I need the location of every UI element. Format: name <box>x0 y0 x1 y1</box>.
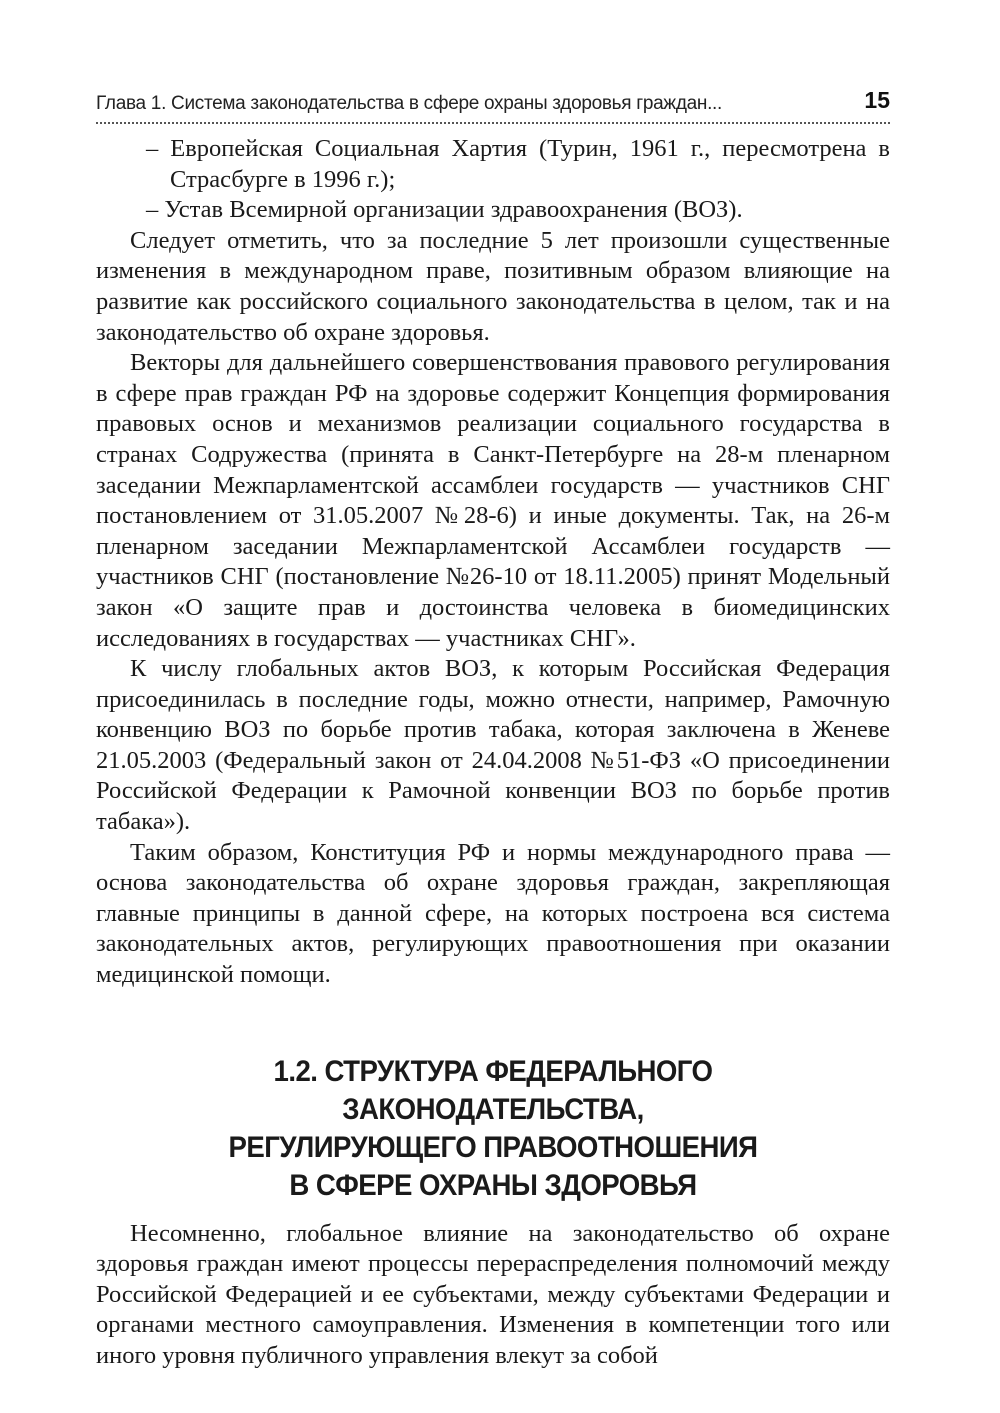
section-paragraph: Несомненно, глобальное влияние на законодательство об охране здоровья граждан имеют процессы перераспределения полномочий между Российской Федерацией и ее субъектами, между субъектами Федерации и органами местного самоуправления. Изменения в компетенции того или иного уровня публичного управления влекут за собой <box>96 1219 890 1369</box>
header-dotted-rule <box>96 122 890 124</box>
document-list <box>96 134 890 226</box>
paragraph: Векторы для дальнейшего совершенствования правового регулирования в сфере прав граждан РФ на здоровье содержит Концепция формирования правовых основ и механизмов реализации социального государства в странах Содружества (принята в Санкт-Петербурге на 28-м пленарном заседании Межпарламентской ассамблеи государств — участников СНГ постановлением от 31.05.2007 №28-6) и иные документы. Так, на 26-м пленарном заседании Межпарламентской Ассамблеи государств — участников СНГ (постановление №26-10 от 18.11.2005) принят Модельный закон «О защите прав и достоинства человека в биомедицинских исследованиях в государствах — участниках СНГ». <box>96 349 890 652</box>
paragraph: Таким образом, Конституция РФ и нормы международного права — основа законодательства об охране здоровья граждан, закрепляющая главные принципы в данной сфере, на которых построена вся система законодательных актов, регулирующих правоотношения при оказании медицинской помощи. <box>96 838 890 989</box>
page-body <box>96 134 890 1372</box>
section-heading-line: В СФЕРЕ ОХРАНЫ ЗДОРОВЬЯ <box>289 1168 697 1202</box>
running-header <box>96 80 890 120</box>
list-item: – Устав Всемирной организации здравоохранения (ВОЗ). <box>146 196 743 224</box>
paragraph: Следует отметить, что за последние 5 лет произошли существенные изменения в международном праве, позитивным образом влияющие на развитие как российского социального законодательства в целом, так и на законодательство об охране здоровья. <box>96 226 890 346</box>
section-heading <box>128 1053 858 1205</box>
book-page <box>96 80 890 1372</box>
list-item: – Европейская Социальная Хартия (Турин, 1961 г., пересмотрена в Страсбурге в 1996 г.); <box>146 135 890 193</box>
paragraph: К числу глобальных актов ВОЗ, к которым Российская Федерация присоединилась в последние годы, можно отнести, например, Рамочную конвенцию ВОЗ по борьбе против табака, которая заключена в Женеве 21.05.2003 (Федеральный закон от 24.04.2008 №51-ФЗ «О присоединении Российской Федерации к Рамочной конвенции ВОЗ по борьбе против табака»). <box>96 655 890 836</box>
page-number: 15 <box>864 87 890 113</box>
section-heading-line: 1.2. СТРУКТУРА ФЕДЕРАЛЬНОГО ЗАКОНОДАТЕЛЬСТВА, <box>273 1054 713 1126</box>
section-heading-line: РЕГУЛИРУЮЩЕГО ПРАВООТНОШЕНИЯ <box>228 1130 758 1164</box>
running-title: Глава 1. Система законодательства в сфере охраны здоровья граждан... <box>96 93 723 114</box>
